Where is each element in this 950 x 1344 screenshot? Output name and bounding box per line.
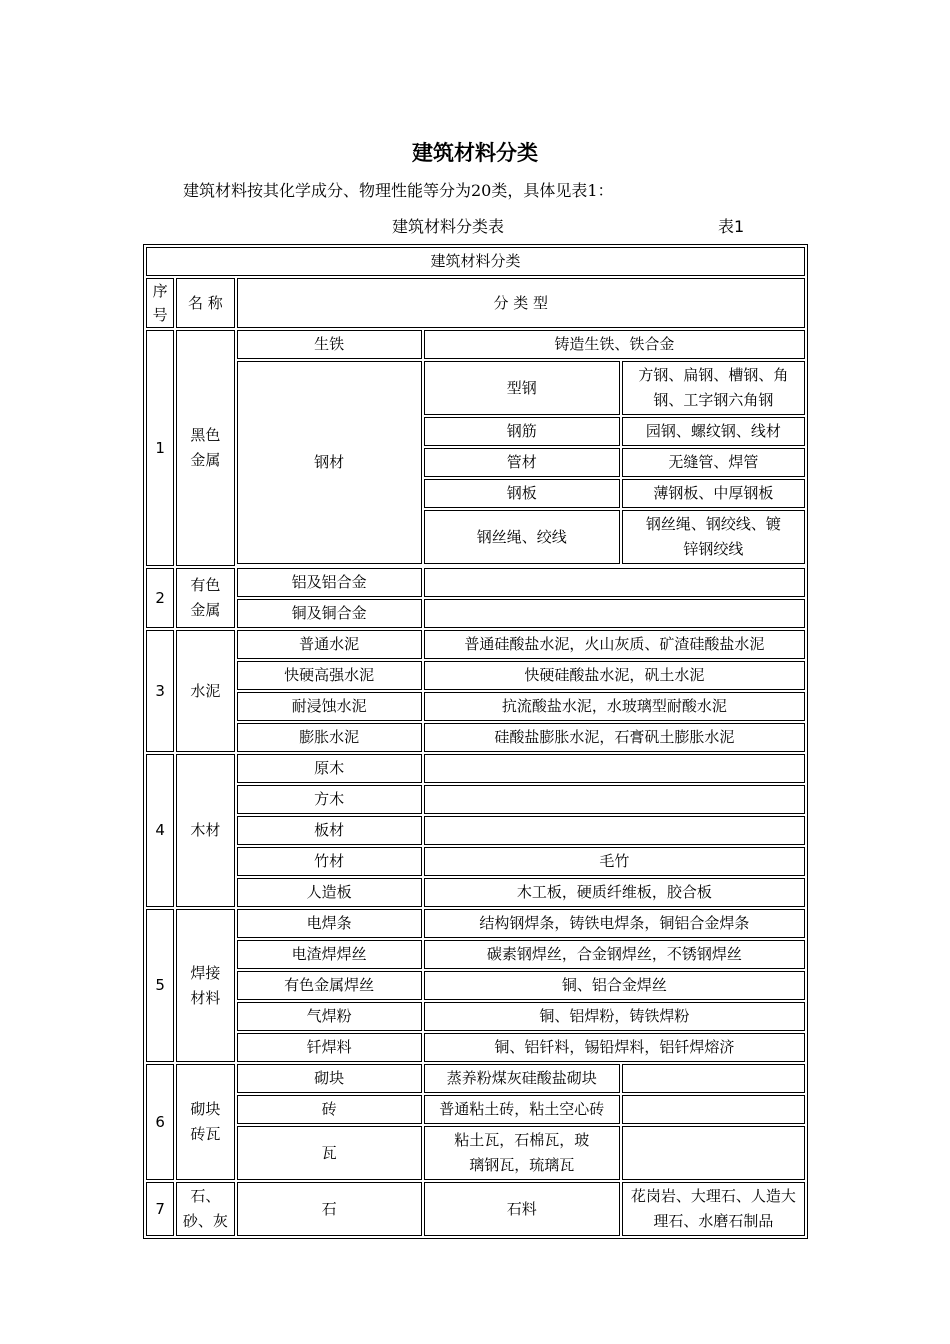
table-row xyxy=(146,754,805,783)
row-number: 5 xyxy=(146,909,174,1062)
row-number: 6 xyxy=(146,1064,174,1180)
table-row xyxy=(146,630,805,659)
subcategory: 砖 xyxy=(237,1095,422,1124)
subcategory: 瓦 xyxy=(237,1126,422,1180)
header-type: 分 类 型 xyxy=(237,278,805,328)
subcategory: 石 xyxy=(237,1182,422,1236)
category-name: 黑色金属 xyxy=(176,330,234,566)
type-detail: 毛竹 xyxy=(424,847,805,876)
table-row xyxy=(146,1033,805,1062)
subcategory: 电渣焊焊丝 xyxy=(237,940,422,969)
type-detail: 铸造生铁、铁合金 xyxy=(424,330,805,359)
table-row xyxy=(146,785,805,814)
type-detail xyxy=(424,599,805,628)
subcategory: 原木 xyxy=(237,754,422,783)
subcategory: 普通水泥 xyxy=(237,630,422,659)
subtype: 钢筋 xyxy=(424,417,620,446)
subcategory: 人造板 xyxy=(237,878,422,907)
type-extra xyxy=(622,1064,805,1093)
subtype: 钢板 xyxy=(424,479,620,508)
type-detail: 园钢、螺纹钢、线材 xyxy=(622,417,805,446)
table-row xyxy=(146,661,805,690)
table-number: 表1 xyxy=(718,217,745,236)
table-row xyxy=(146,692,805,721)
category-name: 有色金属 xyxy=(176,568,234,628)
type-detail: 石料 xyxy=(424,1182,620,1236)
subcategory: 快硬高强水泥 xyxy=(237,661,422,690)
type-extra xyxy=(622,1126,805,1180)
row-number: 2 xyxy=(146,568,174,628)
type-detail: 方钢、扁钢、槽钢、角钢、工字钢六角钢 xyxy=(622,361,805,415)
document-title: 建筑材料分类 xyxy=(412,141,538,165)
subtype: 钢丝绳、绞线 xyxy=(424,510,620,564)
type-detail: 普通粘土砖，粘土空心砖 xyxy=(424,1095,620,1124)
subcategory: 板材 xyxy=(237,816,422,845)
table-row xyxy=(146,971,805,1000)
subcategory: 生铁 xyxy=(237,330,422,359)
table-row xyxy=(146,878,805,907)
subcategory: 铜及铜合金 xyxy=(237,599,422,628)
type-detail: 快硬硅酸盐水泥，矾土水泥 xyxy=(424,661,805,690)
type-detail: 无缝管、焊管 xyxy=(622,448,805,477)
type-detail: 抗流酸盐水泥，水玻璃型耐酸水泥 xyxy=(424,692,805,721)
subcategory: 有色金属焊丝 xyxy=(237,971,422,1000)
subcategory: 铝及铝合金 xyxy=(237,568,422,597)
table-row xyxy=(146,940,805,969)
type-detail: 普通硅酸盐水泥，火山灰质、矿渣硅酸盐水泥 xyxy=(424,630,805,659)
type-detail xyxy=(424,568,805,597)
type-detail xyxy=(424,754,805,783)
category-name: 砌块砖瓦 xyxy=(176,1064,234,1180)
type-detail: 铜、铝焊粉，铸铁焊粉 xyxy=(424,1002,805,1031)
type-detail: 硅酸盐膨胀水泥，石膏矾土膨胀水泥 xyxy=(424,723,805,752)
type-detail: 薄钢板、中厚钢板 xyxy=(622,479,805,508)
subcategory: 方木 xyxy=(237,785,422,814)
table-header: 建筑材料分类 xyxy=(146,247,805,276)
type-detail: 铜、铝合金焊丝 xyxy=(424,971,805,1000)
subcategory: 气焊粉 xyxy=(237,1002,422,1031)
type-extra: 花岗岩、大理石、人造大理石、水磨石制品 xyxy=(622,1182,805,1236)
type-detail: 粘土瓦，石棉瓦，玻璃钢瓦，琉璃瓦 xyxy=(424,1126,620,1180)
type-detail xyxy=(424,785,805,814)
table-row xyxy=(146,1182,805,1236)
type-extra xyxy=(622,1095,805,1124)
type-detail: 结构钢焊条，铸铁电焊条，铜铝合金焊条 xyxy=(424,909,805,938)
subcategory: 耐浸蚀水泥 xyxy=(237,692,422,721)
category-name: 木材 xyxy=(176,754,234,907)
type-detail: 木工板，硬质纤维板，胶合板 xyxy=(424,878,805,907)
type-detail: 铜、铝钎料，锡铅焊料，铝钎焊熔济 xyxy=(424,1033,805,1062)
subcategory: 膨胀水泥 xyxy=(237,723,422,752)
subtype: 管材 xyxy=(424,448,620,477)
category-name: 石、砂、灰 xyxy=(176,1182,234,1236)
subcategory: 钢材 xyxy=(237,361,422,564)
table-row xyxy=(146,361,805,415)
type-detail xyxy=(424,816,805,845)
table-caption: 建筑材料分类表 xyxy=(392,217,505,236)
subcategory: 砌块 xyxy=(237,1064,422,1093)
table-row xyxy=(146,330,805,359)
subcategory: 电焊条 xyxy=(237,909,422,938)
table-row xyxy=(146,1126,805,1180)
table-row xyxy=(146,1002,805,1031)
subtype: 型钢 xyxy=(424,361,620,415)
header-name: 名 称 xyxy=(176,278,234,328)
materials-table xyxy=(143,244,808,1239)
table-row xyxy=(146,723,805,752)
category-name: 焊接材料 xyxy=(176,909,234,1062)
row-number: 1 xyxy=(146,330,174,566)
table-row xyxy=(146,568,805,597)
type-detail: 钢丝绳、钢绞线、镀锌钢绞线 xyxy=(622,510,805,564)
row-number: 7 xyxy=(146,1182,174,1236)
type-detail: 碳素钢焊丝，合金钢焊丝，不锈钢焊丝 xyxy=(424,940,805,969)
row-number: 4 xyxy=(146,754,174,907)
type-detail: 蒸养粉煤灰硅酸盐砌块 xyxy=(424,1064,620,1093)
table-row xyxy=(146,847,805,876)
category-name: 水泥 xyxy=(176,630,234,752)
header-no: 序号 xyxy=(146,278,174,328)
table-row xyxy=(146,1064,805,1093)
table-row xyxy=(146,909,805,938)
table-row xyxy=(146,247,805,276)
row-number: 3 xyxy=(146,630,174,752)
subcategory: 钎焊料 xyxy=(237,1033,422,1062)
intro-paragraph: 建筑材料按其化学成分、物理性能等分为20类，具体见表1： xyxy=(183,181,614,200)
table-row xyxy=(146,1095,805,1124)
table-row xyxy=(146,278,805,328)
table-row xyxy=(146,599,805,628)
subcategory: 竹材 xyxy=(237,847,422,876)
table-row xyxy=(146,816,805,845)
